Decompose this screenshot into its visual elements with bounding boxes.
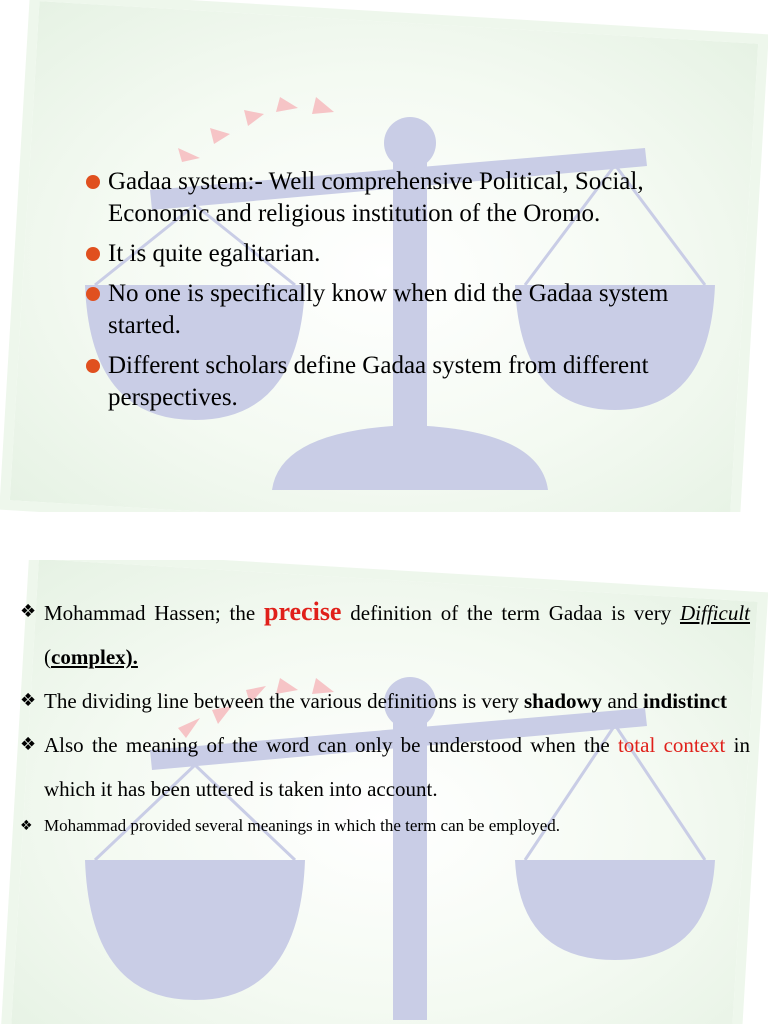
list-item: No one is specifically know when did the Gadaa system started. [84,278,724,342]
list-item: ❖ Mohammad Hassen; the precise definition of the term Gadaa is very Difficult (complex). [18,590,750,679]
list-item: Gadaa system:- Well comprehensive Political, Social, Economic and religious institution of the Oromo. [84,166,724,230]
bullet-dot-icon [86,287,100,301]
slide-2-bullet-list [18,590,750,841]
list-item: ❖ The dividing line between the various definitions is very shadowy and indistinct [18,679,750,723]
diamond-bullet-icon: ❖ [20,601,37,622]
list-item: ❖ Also the meaning of the word can only be understood when the total context in which it has been uttered is taken into account. [18,723,750,811]
slide-2 [0,560,768,1024]
bullet-dot-icon [86,247,100,261]
list-item: Different scholars define Gadaa system from different perspectives. [84,350,724,414]
slide-1-bullet-list [84,166,724,422]
bullet-dot-icon [86,175,100,189]
diamond-bullet-icon: ❖ [20,734,37,755]
diamond-bullet-icon: ❖ [20,818,33,834]
list-item: It is quite egalitarian. [84,238,724,270]
bullet-dot-icon [86,359,100,373]
diamond-bullet-icon: ❖ [20,690,37,711]
list-item: ❖ Mohammad provided several meanings in which the term can be employed. [18,811,750,841]
